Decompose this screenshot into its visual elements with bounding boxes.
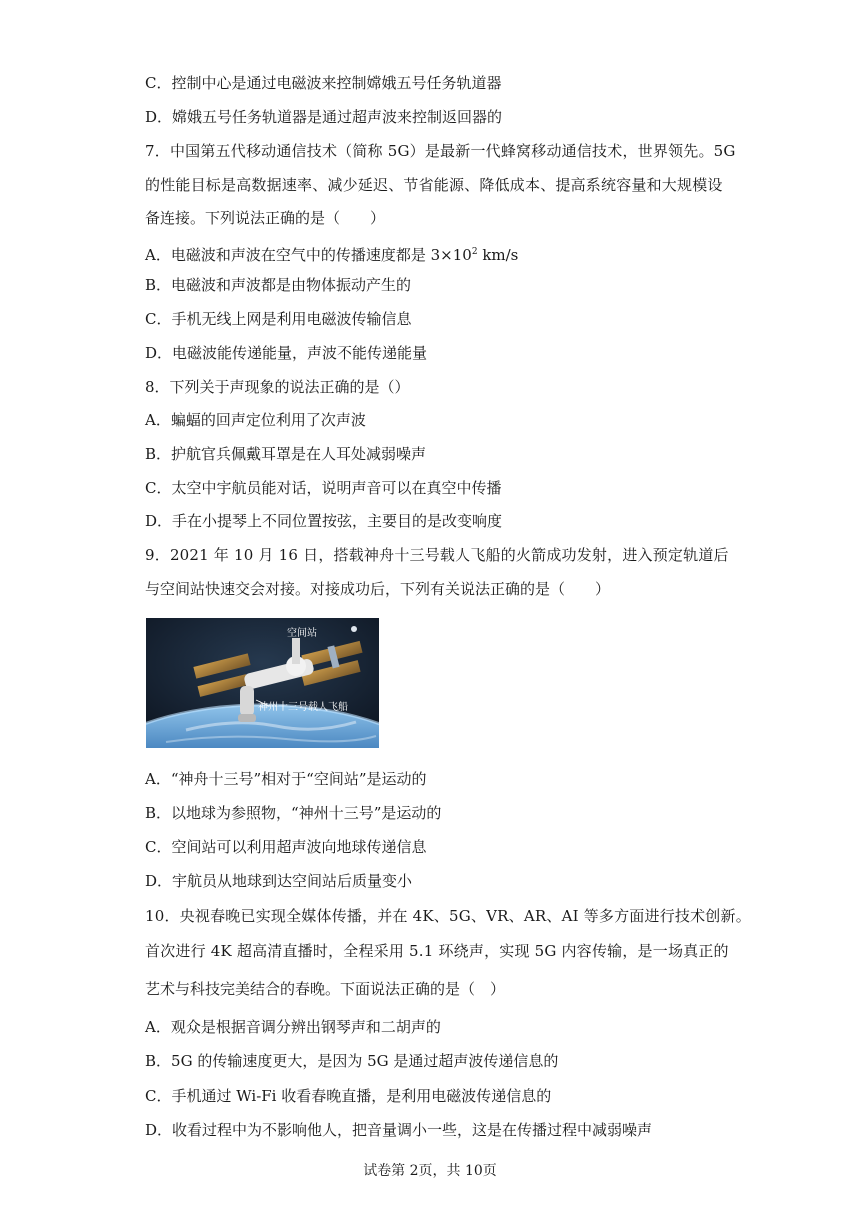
q8-option-c: C．太空中宇航员能对话，说明声音可以在真空中传播 <box>145 479 502 497</box>
q7-option-a-exponent: 2 <box>471 247 478 257</box>
q7-option-c: C．手机无线上网是利用电磁波传输信息 <box>145 310 412 328</box>
q7-option-a <box>145 242 518 265</box>
q7-stem-line-1: 7．中国第五代移动通信技术（简称 5G）是最新一代蜂窝移动通信技术，世界领先。5G <box>145 142 736 160</box>
figure-label-station: 空间站 <box>287 628 317 639</box>
q10-stem-line-2: 首次进行 4K 超高清直播时，全程采用 5.1 环绕声，实现 5G 内容传输，是一场真正的 <box>145 942 729 960</box>
q10-stem-line-1: 10．央视春晚已实现全媒体传播，并在 4K、5G、VR、AR、AI 等多方面进行技术创新。 <box>145 907 751 925</box>
q9-option-b: B．以地球为参照物，“神州十三号”是运动的 <box>145 804 442 822</box>
star-icon <box>351 626 357 632</box>
q7-option-a-text: A．电磁波和声波在空气中的传播速度都是 3×10 <box>145 246 472 264</box>
q8-stem: 8．下列关于声现象的说法正确的是（） <box>145 378 410 396</box>
q7-option-b: B．电磁波和声波都是由物体振动产生的 <box>145 276 412 294</box>
q9-stem-line-2: 与空间站快速交会对接。对接成功后，下列有关说法正确的是（ ） <box>145 580 611 598</box>
page-footer: 试卷第 2页，共 10页 <box>363 1163 497 1179</box>
q9-stem-line-1: 9．2021 年 10 月 16 日，搭载神舟十三号载人飞船的火箭成功发射，进入预定轨道后 <box>145 546 729 564</box>
q7-stem-line-2: 的性能目标是高数据速率、减少延迟、节省能源、降低成本、提高系统容量和大规模设 <box>145 176 723 194</box>
space-station-image <box>146 618 379 748</box>
q9-option-a: A．“神舟十三号”相对于“空间站”是运动的 <box>145 770 427 788</box>
space-station-figure <box>146 618 379 748</box>
q10-stem-line-3: 艺术与科技完美结合的春晚。下面说法正确的是（ ） <box>145 980 506 998</box>
q6-option-c: C．控制中心是通过电磁波来控制嫦娥五号任务轨道器 <box>145 74 502 92</box>
spacecraft-icon <box>238 686 256 722</box>
q8-option-b: B．护航官兵佩戴耳罩是在人耳处减弱噪声 <box>145 445 427 463</box>
q10-option-d: D．收看过程中为不影响他人，把音量调小一些，这是在传播过程中减弱噪声 <box>145 1121 653 1139</box>
q10-option-c: C．手机通过 Wi-Fi 收看春晚直播，是利用电磁波传递信息的 <box>145 1087 552 1105</box>
q9-option-c: C．空间站可以利用超声波向地球传递信息 <box>145 838 427 856</box>
figure-label-ship: 神州十三号载人飞船 <box>258 702 348 713</box>
q7-stem-line-3: 备连接。下列说法正确的是（ ） <box>145 209 386 227</box>
q6-option-d: D．嫦娥五号任务轨道器是通过超声波来控制返回器的 <box>145 108 503 126</box>
q10-option-a: A．观众是根据音调分辨出钢琴声和二胡声的 <box>145 1018 441 1036</box>
q8-option-a: A．蝙蝠的回声定位利用了次声波 <box>145 411 366 429</box>
q8-option-d: D．手在小提琴上不同位置按弦，主要目的是改变响度 <box>145 512 503 530</box>
q7-option-d: D．电磁波能传递能量，声波不能传递能量 <box>145 344 428 362</box>
q10-option-b: B．5G 的传输速度更大，是因为 5G 是通过超声波传递信息的 <box>145 1052 559 1070</box>
q9-option-d: D．宇航员从地球到达空间站后质量变小 <box>145 872 413 890</box>
q7-option-a-unit: km/s <box>477 246 519 264</box>
